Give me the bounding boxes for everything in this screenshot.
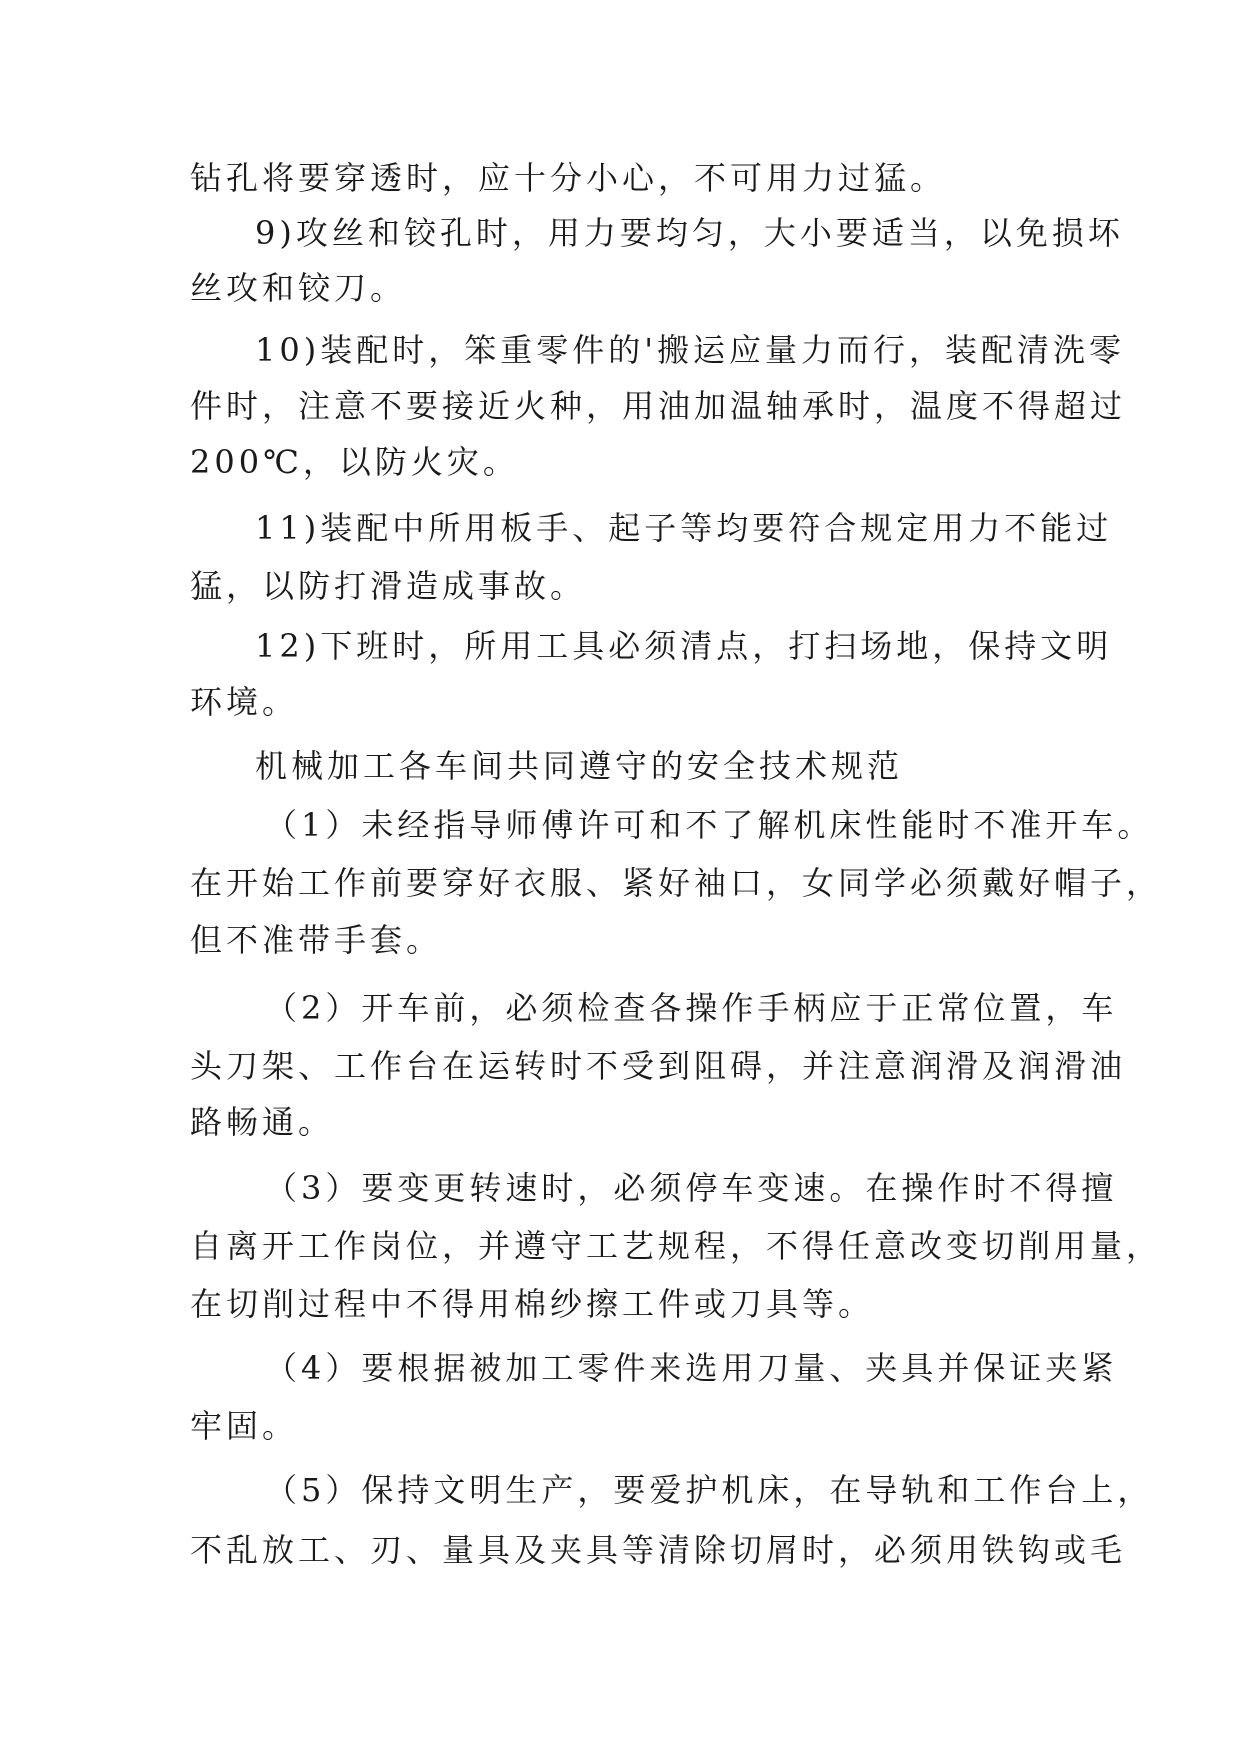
text-line: （4）要根据被加工零件来选用刀量、夹具并保证夹紧: [265, 1349, 1118, 1387]
text-line: （3）要变更转速时，必须停车变速。在操作时不得擅: [265, 1169, 1118, 1207]
text-line: （5）保持文明生产，要爱护机床，在导轨和工作台上，: [265, 1471, 1154, 1509]
text-line: 牢固。: [190, 1407, 299, 1445]
text-line: 钻孔将要穿透时，应十分小心，不可用力过猛。: [190, 159, 947, 197]
text-line: 自离开工作岗位，并遵守工艺规程，不得任意改变切削用量，: [190, 1227, 1163, 1265]
text-line: 12)下班时，所用工具必须清点，打扫场地，保持文明: [255, 627, 1113, 665]
text-line: 不乱放工、刃、量具及夹具等清除切屑时，必须用铁钩或毛: [190, 1531, 1127, 1569]
text-line: 件时，注意不要接近火种，用油加温轴承时，温度不得超过: [190, 387, 1127, 425]
text-line: 11)装配中所用板手、起子等均要符合规定用力不能过: [255, 509, 1113, 547]
section-heading: 机械加工各车间共同遵守的安全技术规范: [255, 747, 904, 785]
text-line: 头刀架、工作台在运转时不受到阻碍，并注意润滑及润滑油: [190, 1047, 1127, 1085]
text-line: 200℃，以防火灾。: [190, 443, 519, 481]
text-line: 在开始工作前要穿好衣服、紧好袖口，女同学必须戴好帽子，: [190, 864, 1163, 902]
text-line: 丝攻和铰刀。: [190, 269, 407, 307]
text-line: 但不准带手套。: [190, 921, 443, 959]
text-line: 10)装配时，笨重零件的'搬运应量力而行，装配清洗零: [255, 331, 1126, 369]
text-line: 路畅通。: [190, 1103, 335, 1141]
text-line: （2）开车前，必须检查各操作手柄应于正常位置，车: [265, 989, 1118, 1027]
text-line: 在切削过程中不得用棉纱擦工件或刀具等。: [190, 1285, 875, 1323]
text-line: （1）未经指导师傅许可和不了解机床性能时不准开车。: [265, 806, 1154, 844]
text-line: 环境。: [190, 683, 299, 721]
text-line: 9)攻丝和铰孔时，用力要均匀，大小要适当，以免损坏: [255, 214, 1124, 252]
text-line: 猛，以防打滑造成事故。: [190, 567, 587, 605]
